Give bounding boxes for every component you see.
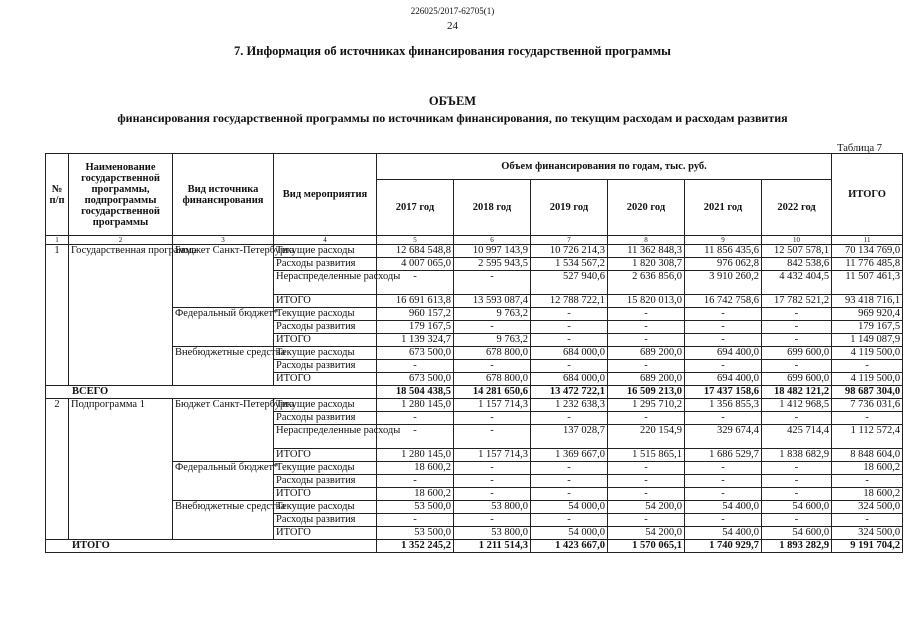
total-value-cell: 11 776 485,8 — [832, 258, 903, 271]
table-row — [46, 399, 903, 412]
year-value-cell: 1 570 065,1 — [608, 540, 685, 553]
year-value-cell: 1 139 324,7 — [377, 334, 454, 347]
program-name: Государственная программа — [69, 245, 173, 386]
event-type: Расходы развития — [274, 475, 377, 488]
col-header-source: Вид источника финансирования — [173, 154, 274, 236]
year-value-cell: 9 763,2 — [454, 308, 531, 321]
year-value-cell: 16 691 613,8 — [377, 295, 454, 308]
table-label: Таблица 7 — [837, 143, 882, 154]
event-type: Расходы развития — [274, 321, 377, 334]
column-number: 2 — [69, 236, 173, 245]
year-value-cell: - — [762, 488, 832, 501]
event-type: Текущие расходы — [274, 308, 377, 321]
event-type: Текущие расходы — [274, 462, 377, 475]
year-value-cell: 1 211 514,3 — [454, 540, 531, 553]
year-value-cell: - — [531, 488, 608, 501]
column-number: 11 — [832, 236, 903, 245]
total-value-cell: 11 507 461,3 — [832, 271, 903, 295]
year-value-cell: 137 028,7 — [531, 425, 608, 449]
year-value-cell: 12 788 722,1 — [531, 295, 608, 308]
column-number: 8 — [608, 236, 685, 245]
year-value-cell: - — [608, 475, 685, 488]
table-heading: ОБЪЕМ — [428, 94, 477, 108]
year-value-cell: - — [762, 308, 832, 321]
year-value-cell: 18 600,2 — [377, 488, 454, 501]
year-value-cell: - — [685, 488, 762, 501]
year-value-cell: 54 200,0 — [608, 527, 685, 540]
year-value-cell: - — [454, 462, 531, 475]
year-value-cell: 1 534 567,2 — [531, 258, 608, 271]
event-type: Нераспределенные расходы — [274, 425, 377, 449]
year-value-cell: 689 200,0 — [608, 373, 685, 386]
table-row — [46, 308, 903, 321]
year-value-cell: - — [685, 360, 762, 373]
column-number: 4 — [274, 236, 377, 245]
row-number: 1 — [46, 245, 69, 386]
col-header-num: № п/п — [46, 154, 69, 236]
table-row — [46, 462, 903, 475]
total-row — [46, 540, 903, 553]
year-value-cell: 16 742 758,6 — [685, 295, 762, 308]
year-value-cell: 689 200,0 — [608, 347, 685, 360]
year-value-cell: 17 782 521,2 — [762, 295, 832, 308]
column-number: 5 — [377, 236, 454, 245]
year-value-cell: 53 800,0 — [454, 501, 531, 514]
source-federal: Федеральный бюджет* — [173, 308, 274, 347]
year-value-cell: 12 684 548,8 — [377, 245, 454, 258]
total-value-cell: 9 191 704,2 — [832, 540, 903, 553]
event-type: Текущие расходы — [274, 347, 377, 360]
year-value-cell: - — [377, 425, 454, 449]
col-header-name: Наименование государственной программы, подпрограммы государственной программы — [69, 154, 173, 236]
year-value-cell: 1 280 145,0 — [377, 449, 454, 462]
year-value-cell: 1 295 710,2 — [608, 399, 685, 412]
year-value-cell: - — [762, 462, 832, 475]
year-value-cell: - — [531, 360, 608, 373]
year-value-cell: - — [685, 475, 762, 488]
year-value-cell: 1 412 968,5 — [762, 399, 832, 412]
year-value-cell: 1 838 682,9 — [762, 449, 832, 462]
year-value-cell: - — [454, 321, 531, 334]
year-value-cell: 1 686 529,7 — [685, 449, 762, 462]
year-value-cell: 673 500,0 — [377, 347, 454, 360]
col-header-year: 2018 год — [454, 180, 531, 236]
total-value-cell: 7 736 031,6 — [832, 399, 903, 412]
source-extra: Внебюджетные средства — [173, 501, 274, 540]
year-value-cell: - — [377, 271, 454, 295]
year-value-cell: 17 437 158,6 — [685, 386, 762, 399]
year-value-cell: 1 893 282,9 — [762, 540, 832, 553]
year-value-cell: 9 763,2 — [454, 334, 531, 347]
year-value-cell: 12 507 578,1 — [762, 245, 832, 258]
table-subheading: финансирования государственной программы по источникам финансирования, по текущим расходам и расходам развития — [117, 111, 788, 125]
event-type: Текущие расходы — [274, 399, 377, 412]
event-type: ИТОГО — [274, 373, 377, 386]
year-value-cell: 18 482 121,2 — [762, 386, 832, 399]
year-value-cell: - — [685, 321, 762, 334]
year-value-cell: - — [454, 475, 531, 488]
total-label: ИТОГО — [46, 540, 377, 553]
year-value-cell: 1 740 929,7 — [685, 540, 762, 553]
year-value-cell: 4 007 065,0 — [377, 258, 454, 271]
year-value-cell: - — [608, 412, 685, 425]
event-type: Расходы развития — [274, 412, 377, 425]
year-value-cell: 18 600,2 — [377, 462, 454, 475]
year-value-cell: 1 352 245,2 — [377, 540, 454, 553]
event-type: Расходы развития — [274, 258, 377, 271]
total-value-cell: 1 149 087,9 — [832, 334, 903, 347]
financing-table — [45, 153, 903, 553]
year-value-cell: 694 400,0 — [685, 347, 762, 360]
year-value-cell: - — [377, 514, 454, 527]
total-value-cell: 70 134 769,0 — [832, 245, 903, 258]
year-value-cell: 842 538,6 — [762, 258, 832, 271]
year-value-cell: 54 600,0 — [762, 501, 832, 514]
year-value-cell: - — [762, 514, 832, 527]
year-value-cell: 54 200,0 — [608, 501, 685, 514]
document-id: 226025/2017-62705(1) — [410, 6, 495, 16]
year-value-cell: - — [762, 334, 832, 347]
year-value-cell: 527 940,6 — [531, 271, 608, 295]
col-header-year: 2022 год — [762, 180, 832, 236]
year-value-cell: - — [377, 475, 454, 488]
source-federal: Федеральный бюджет* — [173, 462, 274, 501]
event-type: Текущие расходы — [274, 245, 377, 258]
year-value-cell: - — [762, 475, 832, 488]
program-name: Подпрограмма 1 — [69, 399, 173, 540]
year-value-cell: 1 232 638,3 — [531, 399, 608, 412]
column-number: 10 — [762, 236, 832, 245]
year-value-cell: 1 280 145,0 — [377, 399, 454, 412]
year-value-cell: 54 000,0 — [531, 501, 608, 514]
year-value-cell: 53 500,0 — [377, 527, 454, 540]
year-value-cell: - — [531, 321, 608, 334]
event-type: Текущие расходы — [274, 501, 377, 514]
total-value-cell: 4 119 500,0 — [832, 373, 903, 386]
total-value-cell: - — [832, 360, 903, 373]
total-value-cell: - — [832, 475, 903, 488]
year-value-cell: 678 800,0 — [454, 347, 531, 360]
table-row — [46, 501, 903, 514]
year-value-cell: 1 356 855,3 — [685, 399, 762, 412]
year-value-cell: 13 593 087,4 — [454, 295, 531, 308]
year-value-cell: 684 000,0 — [531, 347, 608, 360]
year-value-cell: 4 432 404,5 — [762, 271, 832, 295]
year-value-cell: - — [685, 308, 762, 321]
year-value-cell: 13 472 722,1 — [531, 386, 608, 399]
total-value-cell: 324 500,0 — [832, 527, 903, 540]
total-value-cell: 98 687 304,0 — [832, 386, 903, 399]
year-value-cell: - — [608, 488, 685, 501]
year-value-cell: 1 157 714,3 — [454, 449, 531, 462]
year-value-cell: - — [531, 412, 608, 425]
year-value-cell: - — [454, 412, 531, 425]
year-value-cell: 1 820 308,7 — [608, 258, 685, 271]
year-value-cell: 425 714,4 — [762, 425, 832, 449]
total-value-cell: - — [832, 412, 903, 425]
col-header-total: ИТОГО — [832, 154, 903, 236]
year-value-cell: 53 800,0 — [454, 527, 531, 540]
year-value-cell: 673 500,0 — [377, 373, 454, 386]
year-value-cell: - — [531, 462, 608, 475]
total-value-cell: 179 167,5 — [832, 321, 903, 334]
col-header-year: 2019 год — [531, 180, 608, 236]
event-type: ИТОГО — [274, 334, 377, 347]
column-number: 1 — [46, 236, 69, 245]
total-value-cell: 969 920,4 — [832, 308, 903, 321]
event-type: Нераспределенные расходы — [274, 271, 377, 295]
year-value-cell: 2 636 856,0 — [608, 271, 685, 295]
table-row — [46, 347, 903, 360]
year-value-cell: - — [685, 462, 762, 475]
year-value-cell: 1 515 865,1 — [608, 449, 685, 462]
source-budget: Бюджет Санкт-Петербурга — [173, 399, 274, 462]
year-value-cell: 1 157 714,3 — [454, 399, 531, 412]
total-value-cell: 4 119 500,0 — [832, 347, 903, 360]
event-type: ИТОГО — [274, 488, 377, 501]
event-type: ИТОГО — [274, 449, 377, 462]
col-header-event: Вид мероприятия — [274, 154, 377, 236]
year-value-cell: - — [762, 360, 832, 373]
year-value-cell: - — [454, 514, 531, 527]
source-budget: Бюджет Санкт-Петербурга — [173, 245, 274, 308]
table-row — [46, 245, 903, 258]
year-value-cell: 14 281 650,6 — [454, 386, 531, 399]
year-value-cell: - — [531, 334, 608, 347]
year-value-cell: 54 600,0 — [762, 527, 832, 540]
col-header-year: 2021 год — [685, 180, 762, 236]
year-value-cell: - — [377, 360, 454, 373]
year-value-cell: 699 600,0 — [762, 347, 832, 360]
year-value-cell: - — [608, 334, 685, 347]
year-value-cell: - — [685, 514, 762, 527]
year-value-cell: 16 509 213,0 — [608, 386, 685, 399]
total-value-cell: - — [832, 514, 903, 527]
year-value-cell: - — [608, 321, 685, 334]
event-type: Расходы развития — [274, 360, 377, 373]
table-body — [46, 245, 903, 553]
year-value-cell: 220 154,9 — [608, 425, 685, 449]
section-title: 7. Информация об источниках финансирования государственной программы — [234, 44, 671, 58]
col-header-volume: Объем финансирования по годам, тыс. руб. — [377, 154, 832, 180]
year-value-cell: 960 157,2 — [377, 308, 454, 321]
year-value-cell: 11 856 435,6 — [685, 245, 762, 258]
total-value-cell: 1 112 572,4 — [832, 425, 903, 449]
row-number: 2 — [46, 399, 69, 540]
year-value-cell: 3 910 260,2 — [685, 271, 762, 295]
year-value-cell: 976 062,8 — [685, 258, 762, 271]
total-value-cell: 324 500,0 — [832, 501, 903, 514]
total-label: ВСЕГО — [46, 386, 377, 399]
total-row — [46, 386, 903, 399]
column-number: 3 — [173, 236, 274, 245]
year-value-cell: 18 504 438,5 — [377, 386, 454, 399]
year-value-cell: 10 997 143,9 — [454, 245, 531, 258]
column-number: 6 — [454, 236, 531, 245]
column-numbers-row — [46, 236, 903, 245]
year-value-cell: 54 400,0 — [685, 527, 762, 540]
column-number: 9 — [685, 236, 762, 245]
year-value-cell: - — [454, 271, 531, 295]
source-extra: Внебюджетные средства — [173, 347, 274, 386]
year-value-cell: - — [762, 321, 832, 334]
total-value-cell: 18 600,2 — [832, 462, 903, 475]
year-value-cell: - — [377, 412, 454, 425]
year-value-cell: - — [454, 425, 531, 449]
year-value-cell: - — [608, 308, 685, 321]
year-value-cell: 179 167,5 — [377, 321, 454, 334]
year-value-cell: 10 726 214,3 — [531, 245, 608, 258]
year-value-cell: 15 820 013,0 — [608, 295, 685, 308]
year-value-cell: 1 369 667,0 — [531, 449, 608, 462]
year-value-cell: 11 362 848,3 — [608, 245, 685, 258]
year-value-cell: 53 500,0 — [377, 501, 454, 514]
year-value-cell: - — [685, 334, 762, 347]
event-type: ИТОГО — [274, 295, 377, 308]
year-value-cell: 699 600,0 — [762, 373, 832, 386]
year-value-cell: 684 000,0 — [531, 373, 608, 386]
page-number: 24 — [447, 20, 458, 32]
year-value-cell: 54 000,0 — [531, 527, 608, 540]
year-value-cell: - — [762, 412, 832, 425]
year-value-cell: - — [608, 462, 685, 475]
year-value-cell: 54 400,0 — [685, 501, 762, 514]
year-value-cell: - — [608, 360, 685, 373]
column-number: 7 — [531, 236, 608, 245]
year-value-cell: 1 423 667,0 — [531, 540, 608, 553]
year-value-cell: - — [531, 514, 608, 527]
total-value-cell: 8 848 604,0 — [832, 449, 903, 462]
total-value-cell: 93 418 716,1 — [832, 295, 903, 308]
year-value-cell: - — [454, 360, 531, 373]
col-header-year: 2020 год — [608, 180, 685, 236]
year-value-cell: - — [608, 514, 685, 527]
year-value-cell: - — [531, 308, 608, 321]
year-value-cell: - — [454, 488, 531, 501]
total-value-cell: 18 600,2 — [832, 488, 903, 501]
year-value-cell: - — [685, 412, 762, 425]
year-value-cell: 694 400,0 — [685, 373, 762, 386]
year-value-cell: 329 674,4 — [685, 425, 762, 449]
event-type: Расходы развития — [274, 514, 377, 527]
col-header-year: 2017 год — [377, 180, 454, 236]
year-value-cell: 2 595 943,5 — [454, 258, 531, 271]
event-type: ИТОГО — [274, 527, 377, 540]
year-value-cell: - — [531, 475, 608, 488]
header-row — [46, 154, 903, 180]
year-value-cell: 678 800,0 — [454, 373, 531, 386]
